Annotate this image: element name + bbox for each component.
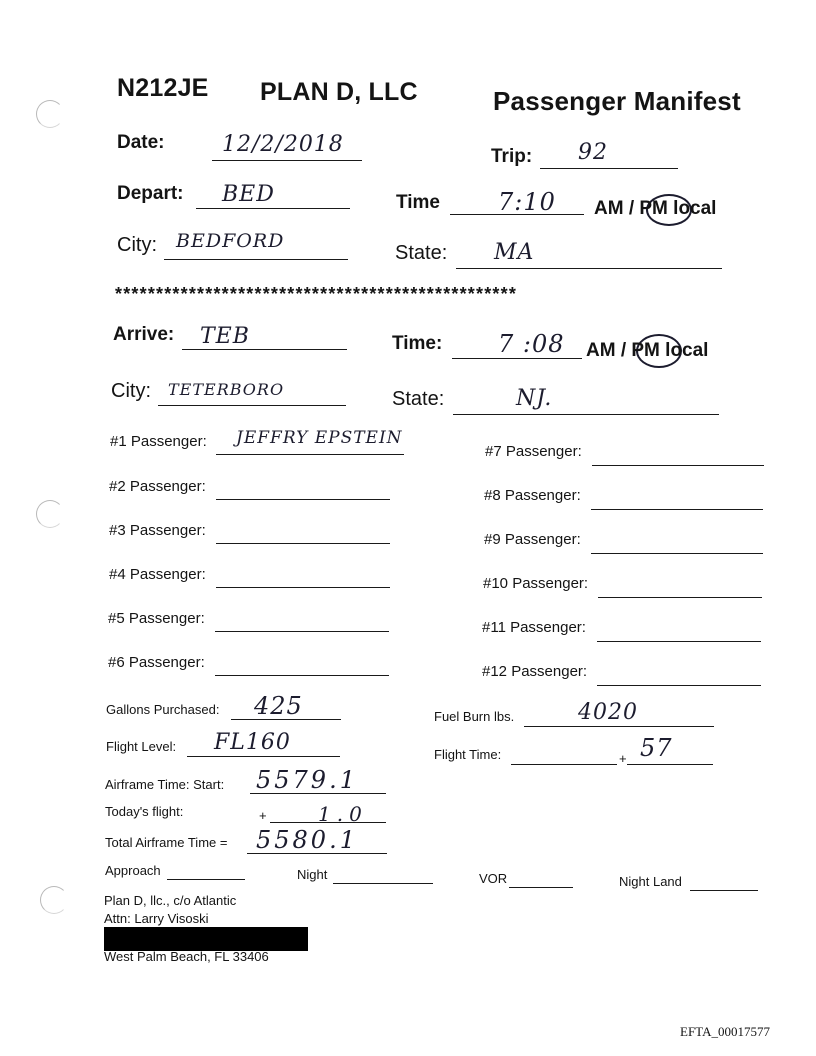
passenger-2-label: #2 Passenger: bbox=[109, 478, 206, 495]
tail-number: N212JE bbox=[117, 74, 209, 102]
trip-label: Trip: bbox=[491, 146, 533, 167]
passenger-4-label: #4 Passenger: bbox=[109, 566, 206, 583]
depart-state-value: MA bbox=[494, 240, 535, 265]
arrive-city-value: TETERBORO bbox=[168, 380, 285, 399]
depart-time-value: 7:10 bbox=[498, 188, 556, 216]
passenger-7-label: #7 Passenger: bbox=[485, 443, 582, 460]
arrive-city-field-line bbox=[158, 405, 346, 406]
address-line-1: Plan D, llc., c/o Atlantic bbox=[104, 893, 237, 908]
arrive-state-value: NJ. bbox=[516, 386, 553, 411]
passenger-9-label: #9 Passenger: bbox=[484, 531, 581, 548]
hole-punch-bottom bbox=[40, 886, 68, 914]
arrive-state-label: State: bbox=[392, 388, 445, 410]
arrive-value: TEB bbox=[200, 324, 250, 349]
passenger-3-line bbox=[216, 543, 390, 544]
depart-label: Depart: bbox=[117, 183, 184, 204]
date-value: 12/2/2018 bbox=[222, 132, 344, 157]
flight-time-label: Flight Time: bbox=[434, 747, 502, 762]
todays-flight-value: 1.0 bbox=[318, 802, 368, 826]
arrive-state-field-line bbox=[453, 414, 719, 415]
company-name: PLAN D, LLC bbox=[260, 78, 418, 106]
passenger-2-line bbox=[216, 499, 390, 500]
flight-level-value: FL160 bbox=[214, 730, 291, 755]
passenger-5-line bbox=[215, 631, 389, 632]
arrive-field-line bbox=[182, 349, 347, 350]
flight-time-value: 57 bbox=[640, 734, 673, 762]
depart-field-line bbox=[196, 208, 350, 209]
document-id: EFTA_00017577 bbox=[680, 1024, 770, 1039]
passenger-5-label: #5 Passenger: bbox=[108, 610, 205, 627]
flight-time-line-1 bbox=[511, 764, 617, 765]
passenger-11-line bbox=[597, 641, 761, 642]
flight-level-label: Flight Level: bbox=[106, 739, 177, 754]
vor-line bbox=[509, 887, 573, 888]
night-land-label: Night Land bbox=[619, 874, 682, 889]
passenger-1-name: JEFFRY EPSTEIN bbox=[236, 428, 403, 448]
passenger-11-label: #11 Passenger: bbox=[482, 619, 586, 636]
address-line-4: West Palm Beach, FL 33406 bbox=[104, 949, 269, 964]
fuel-burn-label: Fuel Burn lbs. bbox=[434, 709, 515, 724]
gallons-purchased-value: 425 bbox=[254, 692, 303, 720]
arrive-time-value: 7 :08 bbox=[498, 330, 565, 358]
fuel-burn-value: 4020 bbox=[578, 700, 638, 725]
arrive-label: Arrive: bbox=[113, 324, 175, 345]
passenger-12-line bbox=[597, 685, 761, 686]
todays-flight-plus: + bbox=[259, 808, 267, 823]
hole-punch-top bbox=[36, 100, 64, 128]
approach-label: Approach bbox=[105, 863, 161, 878]
passenger-10-label: #10 Passenger: bbox=[483, 575, 589, 592]
arrive-time-label: Time: bbox=[392, 333, 443, 354]
flight-time-plus: + bbox=[619, 751, 627, 766]
airframe-start-value: 5579.1 bbox=[256, 766, 358, 794]
depart-state-label: State: bbox=[395, 242, 448, 264]
passenger-7-line bbox=[592, 465, 764, 466]
arrive-city-label: City: bbox=[111, 380, 151, 402]
airframe-start-label: Airframe Time: Start: bbox=[105, 777, 225, 792]
date-label: Date: bbox=[117, 132, 165, 153]
depart-ampm-label: AM / PM local bbox=[594, 198, 717, 219]
passenger-12-label: #12 Passenger: bbox=[482, 663, 588, 680]
passenger-10-line bbox=[598, 597, 762, 598]
approach-line bbox=[167, 879, 245, 880]
passenger-8-line bbox=[591, 509, 763, 510]
passenger-6-label: #6 Passenger: bbox=[108, 654, 205, 671]
passenger-3-label: #3 Passenger: bbox=[109, 522, 206, 539]
passenger-9-line bbox=[591, 553, 763, 554]
passenger-1-line bbox=[216, 454, 404, 455]
redaction-bar bbox=[104, 927, 308, 951]
total-airframe-label: Total Airframe Time = bbox=[105, 835, 228, 850]
passenger-6-line bbox=[215, 675, 389, 676]
arrive-ampm-label: AM / PM local bbox=[586, 340, 709, 361]
passenger-4-line bbox=[216, 587, 390, 588]
depart-state-field-line bbox=[456, 268, 722, 269]
hole-punch-middle bbox=[36, 500, 64, 528]
flight-time-line-2 bbox=[627, 764, 713, 765]
trip-value: 92 bbox=[578, 140, 608, 165]
date-field-line bbox=[212, 160, 362, 161]
flight-level-line bbox=[187, 756, 340, 757]
depart-value: BED bbox=[222, 182, 275, 207]
todays-flight-label: Today's flight: bbox=[105, 804, 184, 819]
document-title: Passenger Manifest bbox=[493, 86, 741, 116]
depart-time-label: Time bbox=[396, 192, 441, 213]
gallons-purchased-label: Gallons Purchased: bbox=[106, 702, 220, 717]
total-airframe-value: 5580.1 bbox=[256, 826, 358, 854]
address-line-2: Attn: Larry Visoski bbox=[104, 911, 209, 926]
night-label: Night bbox=[297, 867, 328, 882]
passenger-8-label: #8 Passenger: bbox=[484, 487, 581, 504]
passenger-1-label: #1 Passenger: bbox=[110, 433, 207, 450]
arrive-time-field-line bbox=[452, 358, 582, 359]
vor-label: VOR bbox=[479, 871, 508, 886]
asterisk-separator: ************************************************* bbox=[115, 284, 518, 304]
depart-city-field-line bbox=[164, 259, 348, 260]
depart-city-value: BEDFORD bbox=[176, 230, 285, 252]
trip-field-line bbox=[540, 168, 678, 169]
night-line bbox=[333, 883, 433, 884]
night-land-line bbox=[690, 890, 758, 891]
fuel-burn-line bbox=[524, 726, 714, 727]
depart-city-label: City: bbox=[117, 234, 157, 256]
